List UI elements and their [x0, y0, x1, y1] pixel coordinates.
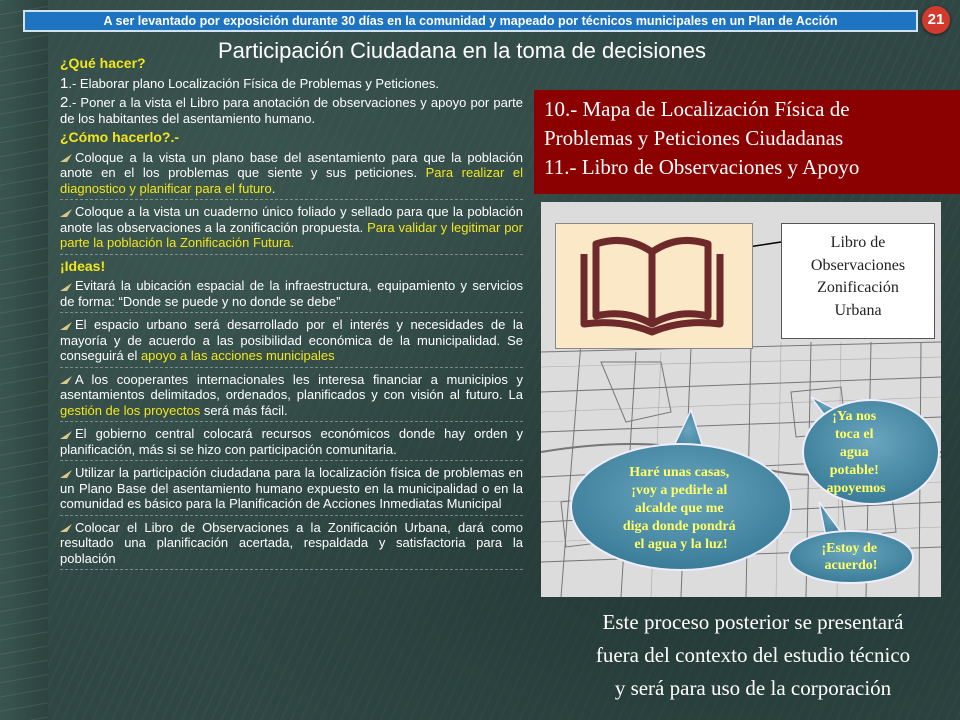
callout-line-4: Urbana	[834, 301, 882, 319]
bubble-1-text	[623, 465, 739, 552]
idea-2-text: El espacio urbano será desarrollado por el interés y necesidades de la mayoría y de acuerdo a las posibilidad económica de la municipalidad. Se conseguirá el	[60, 317, 523, 363]
arrow-bullet-icon	[60, 376, 72, 384]
item-1	[60, 76, 523, 92]
como-bullet-2	[60, 204, 523, 255]
item-2-text: .- Poner a la vista el Libro para anotación de observaciones y apoyo por parte de los habitantes del asentamiento humano.	[60, 95, 523, 126]
item-2-number: 2	[60, 94, 69, 111]
page-number-badge: 21	[922, 6, 950, 34]
idea-1	[60, 278, 523, 313]
arrow-bullet-icon	[60, 470, 72, 478]
idea-2-highlight: apoyo a las acciones municipales	[140, 348, 335, 363]
arrow-bullet-icon	[60, 209, 72, 217]
arrow-bullet-icon	[60, 322, 72, 330]
arrow-bullet-icon	[60, 283, 72, 291]
bubble-2-line: ¡Ya nos	[832, 409, 877, 424]
idea-4	[60, 426, 523, 461]
heading-como-hacerlo: ¿Cómo hacerlo?.-	[60, 129, 180, 145]
item-1-number: 1	[60, 74, 69, 92]
idea-2	[60, 317, 523, 368]
arrow-bullet-icon	[60, 431, 72, 439]
heading-que-hacer: ¿Qué hacer?	[60, 55, 146, 71]
idea-3-highlight: gestión de los proyectos	[60, 402, 201, 418]
idea-6	[60, 520, 523, 571]
red-title-line-1: 10.- Mapa de Localización Física de	[544, 97, 850, 121]
bubble-1-line: Haré unas casas,	[629, 465, 730, 480]
bottom-note-line-2: fuera del contexto del estudio técnico	[595, 643, 911, 667]
red-title-box	[534, 90, 960, 194]
red-title-line-3: 11.- Libro de Observaciones y Apoyo	[544, 155, 860, 179]
bubble-2-line: apoyemos	[826, 481, 886, 496]
idea-3	[60, 372, 523, 423]
bottom-note-line-3: y será para uso de la corporación	[614, 676, 892, 700]
decorative-strip	[0, 0, 48, 720]
red-title-line-2: Problemas y Peticiones Ciudadanas	[544, 126, 844, 150]
bottom-note-line-1: Este proceso posterior se presentará	[602, 610, 904, 634]
bubble-1-line: diga donde pondrá	[622, 519, 736, 534]
map-panel	[541, 202, 941, 597]
como-bullet-2-text: Coloque a la vista un cuaderno único foliado y sellado para que la población anote las observaciones a la zonificación propuesta.	[60, 204, 523, 235]
speech-bubble-2	[803, 397, 939, 504]
item-1-text: .- Elaborar plano Localización Física de Problemas y Peticiones.	[68, 75, 440, 91]
bubble-2-line: toca el	[835, 427, 874, 442]
bubble-2-line: agua	[839, 445, 869, 460]
como-bullet-1-text: Coloque a la vista un plano base del asentamiento para que la población anote en el los problemas que siente y sus peticiones.	[60, 149, 523, 180]
bubble-3-line: acuerdo!	[824, 558, 878, 573]
page-title: Participación Ciudadana en la toma de decisiones	[218, 38, 706, 63]
bubble-1-line: ¡voy a pedirle al	[631, 483, 728, 498]
idea-1-text: Evitará la ubicación espacial de la infraestructura, equipamiento y servicios de forma: “Donde se puede y no donde se debe”	[60, 278, 523, 309]
bottom-note	[546, 606, 960, 705]
speech-bubble-3	[789, 502, 913, 583]
arrow-bullet-icon	[60, 524, 72, 532]
callout-line-1: Libro de	[830, 234, 886, 251]
idea-6-text: Colocar el Libro de Observaciones a la Zonificación Urbana, dará como resultado una planificación acertada, respaldada y satisfactoria para la población	[60, 519, 523, 566]
bubble-3-line: ¡Estoy de	[821, 541, 878, 556]
idea-4-text: El gobierno central colocará recursos económicos donde hay orden y planificación, más si se hizo con participación comunitaria.	[60, 426, 523, 457]
callout-line-3: Zonificación	[817, 279, 899, 296]
item-2	[60, 95, 523, 126]
como-bullet-1-end: .	[271, 180, 276, 196]
callout-line-2: Observaciones	[810, 256, 906, 274]
top-banner: A ser levantado por exposición durante 30 días en la comunidad y mapeado por técnicos municipales en un Plan de Acción	[23, 10, 918, 32]
como-bullet-2-highlight: Para validar y legitimar por parte la población la Zonificación Futura.	[60, 219, 523, 250]
bubble-1-line: alcalde que me	[634, 501, 724, 516]
como-bullet-1-highlight: Para realizar el diagnostico y planificar para el futuro	[60, 165, 523, 196]
heading-ideas: ¡Ideas!	[60, 257, 106, 274]
left-column	[60, 56, 523, 570]
bubble-1-line: el agua y la luz!	[634, 537, 728, 552]
arrow-bullet-icon	[60, 154, 72, 162]
como-bullet-1	[60, 150, 523, 201]
bubble-2-line: potable!	[829, 463, 879, 478]
idea-5	[60, 465, 523, 516]
speech-bubbles	[541, 202, 941, 597]
speech-bubble-1	[571, 410, 791, 570]
idea-5-text: Utilizar la participación ciudadana para la localización física de problemas en un Plano Base del asentamiento humano expuesto en la municipalidad o en la comunidad es básico para la Planificación de Acciones Inmediatas Municipal	[60, 465, 523, 511]
idea-3-text: A los cooperantes internacionales les interesa financiar a municipios y asentamientos delimitados, ordenados, planificados y con visión al futuro. La	[60, 371, 523, 402]
idea-3-end: será más fácil.	[203, 402, 288, 418]
